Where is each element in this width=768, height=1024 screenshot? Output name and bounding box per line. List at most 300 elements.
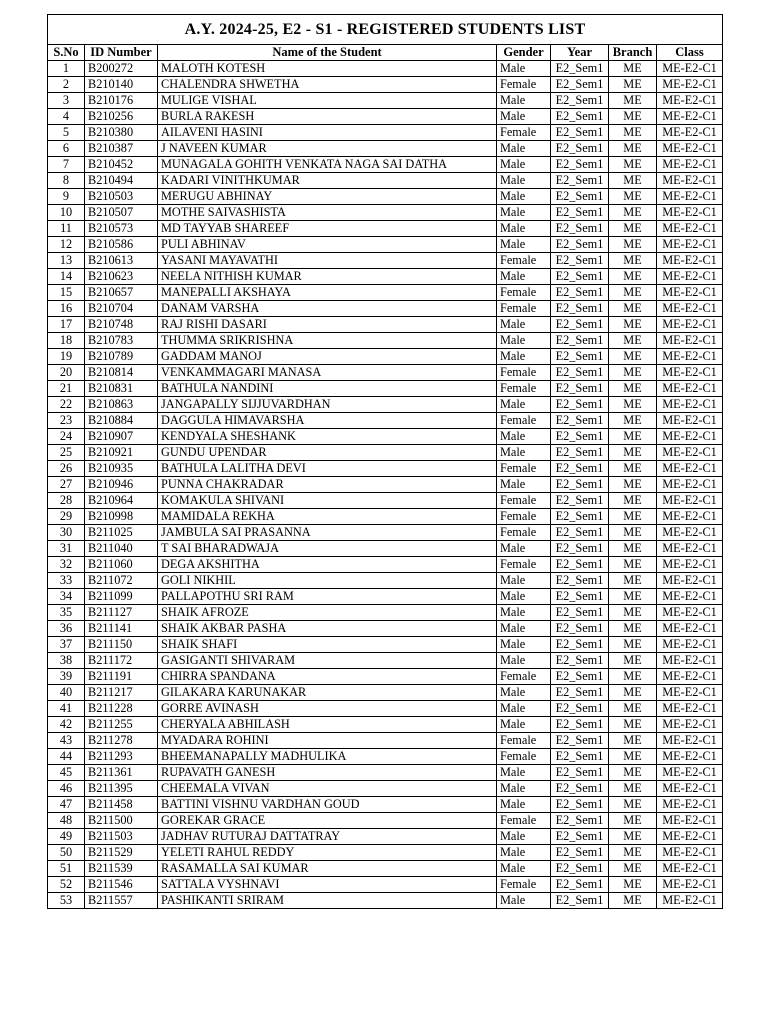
- row-year: E2_Sem1: [551, 781, 609, 797]
- row-year: E2_Sem1: [551, 77, 609, 93]
- row-branch: ME: [609, 301, 657, 317]
- row-gender: Female: [497, 493, 551, 509]
- row-branch: ME: [609, 893, 657, 909]
- table-row: [48, 781, 723, 797]
- row-sno: 44: [48, 749, 85, 765]
- row-sno: 41: [48, 701, 85, 717]
- row-student-name: BATHULA NANDINI: [158, 381, 497, 397]
- row-gender: Male: [497, 221, 551, 237]
- row-sno: 45: [48, 765, 85, 781]
- row-id-number: B211293: [85, 749, 158, 765]
- row-gender: Female: [497, 125, 551, 141]
- table-row: [48, 445, 723, 461]
- row-year: E2_Sem1: [551, 333, 609, 349]
- row-class: ME-E2-C1: [657, 77, 723, 93]
- row-year: E2_Sem1: [551, 637, 609, 653]
- row-gender: Female: [497, 525, 551, 541]
- row-year: E2_Sem1: [551, 93, 609, 109]
- row-branch: ME: [609, 509, 657, 525]
- row-gender: Male: [497, 93, 551, 109]
- row-year: E2_Sem1: [551, 397, 609, 413]
- title-row: [48, 15, 723, 45]
- row-class: ME-E2-C1: [657, 173, 723, 189]
- row-sno: 37: [48, 637, 85, 653]
- row-sno: 25: [48, 445, 85, 461]
- row-sno: 53: [48, 893, 85, 909]
- row-sno: 31: [48, 541, 85, 557]
- row-gender: Male: [497, 621, 551, 637]
- table-row: [48, 269, 723, 285]
- table-row: [48, 429, 723, 445]
- row-class: ME-E2-C1: [657, 493, 723, 509]
- table-row: [48, 701, 723, 717]
- row-id-number: B211395: [85, 781, 158, 797]
- row-year: E2_Sem1: [551, 189, 609, 205]
- table-row: [48, 125, 723, 141]
- row-id-number: B211172: [85, 653, 158, 669]
- row-id-number: B210140: [85, 77, 158, 93]
- row-year: E2_Sem1: [551, 109, 609, 125]
- table-row: [48, 845, 723, 861]
- row-year: E2_Sem1: [551, 157, 609, 173]
- row-branch: ME: [609, 445, 657, 461]
- row-branch: ME: [609, 573, 657, 589]
- column-header-class: Class: [657, 45, 723, 61]
- row-sno: 16: [48, 301, 85, 317]
- table-row: [48, 685, 723, 701]
- row-branch: ME: [609, 285, 657, 301]
- row-branch: ME: [609, 61, 657, 77]
- row-year: E2_Sem1: [551, 301, 609, 317]
- table-row: [48, 733, 723, 749]
- row-id-number: B210586: [85, 237, 158, 253]
- row-branch: ME: [609, 173, 657, 189]
- row-gender: Female: [497, 877, 551, 893]
- row-gender: Female: [497, 253, 551, 269]
- table-row: [48, 397, 723, 413]
- table-row: [48, 525, 723, 541]
- row-branch: ME: [609, 845, 657, 861]
- row-year: E2_Sem1: [551, 605, 609, 621]
- table-row: [48, 813, 723, 829]
- row-gender: Male: [497, 61, 551, 77]
- row-id-number: B210704: [85, 301, 158, 317]
- row-sno: 33: [48, 573, 85, 589]
- table-row: [48, 77, 723, 93]
- row-branch: ME: [609, 429, 657, 445]
- row-class: ME-E2-C1: [657, 269, 723, 285]
- row-class: ME-E2-C1: [657, 589, 723, 605]
- row-class: ME-E2-C1: [657, 557, 723, 573]
- row-id-number: B211228: [85, 701, 158, 717]
- row-gender: Male: [497, 333, 551, 349]
- row-id-number: B211255: [85, 717, 158, 733]
- table-row: [48, 653, 723, 669]
- row-gender: Male: [497, 637, 551, 653]
- row-sno: 49: [48, 829, 85, 845]
- row-sno: 50: [48, 845, 85, 861]
- row-id-number: B210884: [85, 413, 158, 429]
- row-class: ME-E2-C1: [657, 669, 723, 685]
- row-id-number: B211278: [85, 733, 158, 749]
- row-student-name: PALLAPOTHU SRI RAM: [158, 589, 497, 605]
- row-sno: 20: [48, 365, 85, 381]
- column-header-branch: Branch: [609, 45, 657, 61]
- row-year: E2_Sem1: [551, 669, 609, 685]
- row-sno: 11: [48, 221, 85, 237]
- row-branch: ME: [609, 701, 657, 717]
- row-branch: ME: [609, 141, 657, 157]
- row-sno: 1: [48, 61, 85, 77]
- row-id-number: B210573: [85, 221, 158, 237]
- row-class: ME-E2-C1: [657, 397, 723, 413]
- row-branch: ME: [609, 205, 657, 221]
- row-sno: 9: [48, 189, 85, 205]
- table-row: [48, 285, 723, 301]
- row-sno: 23: [48, 413, 85, 429]
- row-class: ME-E2-C1: [657, 877, 723, 893]
- row-student-name: RAJ RISHI DASARI: [158, 317, 497, 333]
- row-year: E2_Sem1: [551, 749, 609, 765]
- row-gender: Male: [497, 781, 551, 797]
- row-class: ME-E2-C1: [657, 349, 723, 365]
- row-year: E2_Sem1: [551, 413, 609, 429]
- row-branch: ME: [609, 813, 657, 829]
- row-branch: ME: [609, 877, 657, 893]
- row-year: E2_Sem1: [551, 525, 609, 541]
- header-row: [48, 45, 723, 61]
- row-class: ME-E2-C1: [657, 685, 723, 701]
- row-gender: Female: [497, 509, 551, 525]
- row-sno: 12: [48, 237, 85, 253]
- row-sno: 2: [48, 77, 85, 93]
- row-branch: ME: [609, 157, 657, 173]
- row-year: E2_Sem1: [551, 237, 609, 253]
- row-branch: ME: [609, 669, 657, 685]
- row-student-name: AILAVENI HASINI: [158, 125, 497, 141]
- row-id-number: B211503: [85, 829, 158, 845]
- column-header-id-number: ID Number: [85, 45, 158, 61]
- row-year: E2_Sem1: [551, 317, 609, 333]
- row-class: ME-E2-C1: [657, 381, 723, 397]
- row-sno: 19: [48, 349, 85, 365]
- row-class: ME-E2-C1: [657, 573, 723, 589]
- row-class: ME-E2-C1: [657, 861, 723, 877]
- row-student-name: T SAI BHARADWAJA: [158, 541, 497, 557]
- row-branch: ME: [609, 621, 657, 637]
- table-row: [48, 173, 723, 189]
- row-id-number: B210748: [85, 317, 158, 333]
- table-row: [48, 237, 723, 253]
- row-year: E2_Sem1: [551, 285, 609, 301]
- row-id-number: B200272: [85, 61, 158, 77]
- row-student-name: BATHULA LALITHA DEVI: [158, 461, 497, 477]
- row-gender: Female: [497, 749, 551, 765]
- row-gender: Male: [497, 685, 551, 701]
- row-sno: 26: [48, 461, 85, 477]
- row-student-name: THUMMA SRIKRISHNA: [158, 333, 497, 349]
- row-student-name: GASIGANTI SHIVARAM: [158, 653, 497, 669]
- row-year: E2_Sem1: [551, 685, 609, 701]
- row-id-number: B210783: [85, 333, 158, 349]
- table-row: [48, 349, 723, 365]
- row-class: ME-E2-C1: [657, 253, 723, 269]
- table-row: [48, 669, 723, 685]
- row-year: E2_Sem1: [551, 717, 609, 733]
- row-branch: ME: [609, 93, 657, 109]
- row-student-name: JADHAV RUTURAJ DATTATRAY: [158, 829, 497, 845]
- row-gender: Female: [497, 557, 551, 573]
- row-class: ME-E2-C1: [657, 317, 723, 333]
- row-id-number: B211141: [85, 621, 158, 637]
- row-student-name: DANAM VARSHA: [158, 301, 497, 317]
- row-class: ME-E2-C1: [657, 237, 723, 253]
- row-id-number: B210789: [85, 349, 158, 365]
- row-student-name: KENDYALA SHESHANK: [158, 429, 497, 445]
- row-sno: 35: [48, 605, 85, 621]
- row-student-name: GUNDU UPENDAR: [158, 445, 497, 461]
- row-sno: 52: [48, 877, 85, 893]
- table-row: [48, 557, 723, 573]
- row-student-name: GORRE AVINASH: [158, 701, 497, 717]
- row-class: ME-E2-C1: [657, 541, 723, 557]
- row-class: ME-E2-C1: [657, 717, 723, 733]
- row-gender: Female: [497, 413, 551, 429]
- row-student-name: NEELA NITHISH KUMAR: [158, 269, 497, 285]
- row-branch: ME: [609, 749, 657, 765]
- row-student-name: BHEEMANAPALLY MADHULIKA: [158, 749, 497, 765]
- table-row: [48, 461, 723, 477]
- row-branch: ME: [609, 349, 657, 365]
- row-class: ME-E2-C1: [657, 637, 723, 653]
- table-row: [48, 61, 723, 77]
- table-row: [48, 141, 723, 157]
- row-student-name: KADARI VINITHKUMAR: [158, 173, 497, 189]
- row-class: ME-E2-C1: [657, 509, 723, 525]
- table-row: [48, 301, 723, 317]
- row-sno: 30: [48, 525, 85, 541]
- row-student-name: SHAIK AFROZE: [158, 605, 497, 621]
- row-gender: Male: [497, 477, 551, 493]
- row-id-number: B210176: [85, 93, 158, 109]
- row-branch: ME: [609, 829, 657, 845]
- table-row: [48, 605, 723, 621]
- row-sno: 18: [48, 333, 85, 349]
- row-sno: 34: [48, 589, 85, 605]
- row-sno: 22: [48, 397, 85, 413]
- row-gender: Male: [497, 701, 551, 717]
- row-gender: Male: [497, 429, 551, 445]
- row-year: E2_Sem1: [551, 861, 609, 877]
- row-branch: ME: [609, 525, 657, 541]
- row-id-number: B210814: [85, 365, 158, 381]
- row-student-name: RASAMALLA SAI KUMAR: [158, 861, 497, 877]
- table-row: [48, 829, 723, 845]
- row-year: E2_Sem1: [551, 509, 609, 525]
- row-year: E2_Sem1: [551, 845, 609, 861]
- row-class: ME-E2-C1: [657, 765, 723, 781]
- row-year: E2_Sem1: [551, 621, 609, 637]
- row-class: ME-E2-C1: [657, 461, 723, 477]
- table-row: [48, 509, 723, 525]
- row-branch: ME: [609, 589, 657, 605]
- row-sno: 17: [48, 317, 85, 333]
- row-year: E2_Sem1: [551, 493, 609, 509]
- row-year: E2_Sem1: [551, 445, 609, 461]
- row-branch: ME: [609, 765, 657, 781]
- row-id-number: B210494: [85, 173, 158, 189]
- row-year: E2_Sem1: [551, 701, 609, 717]
- row-class: ME-E2-C1: [657, 781, 723, 797]
- row-year: E2_Sem1: [551, 813, 609, 829]
- table-row: [48, 317, 723, 333]
- row-sno: 13: [48, 253, 85, 269]
- row-student-name: SATTALA VYSHNAVI: [158, 877, 497, 893]
- row-student-name: KOMAKULA SHIVANI: [158, 493, 497, 509]
- row-id-number: B210623: [85, 269, 158, 285]
- row-student-name: PUNNA CHAKRADAR: [158, 477, 497, 493]
- row-branch: ME: [609, 381, 657, 397]
- row-branch: ME: [609, 269, 657, 285]
- row-id-number: B211458: [85, 797, 158, 813]
- table-row: [48, 621, 723, 637]
- row-student-name: GOREKAR GRACE: [158, 813, 497, 829]
- row-sno: 47: [48, 797, 85, 813]
- row-student-name: MALOTH KOTESH: [158, 61, 497, 77]
- row-year: E2_Sem1: [551, 221, 609, 237]
- document-title: A.Y. 2024-25, E2 - S1 - REGISTERED STUDENTS LIST: [48, 15, 723, 45]
- row-id-number: B210452: [85, 157, 158, 173]
- row-gender: Male: [497, 893, 551, 909]
- row-student-name: JAMBULA SAI PRASANNA: [158, 525, 497, 541]
- table-row: [48, 797, 723, 813]
- row-branch: ME: [609, 189, 657, 205]
- table-row: [48, 637, 723, 653]
- table-row: [48, 765, 723, 781]
- row-sno: 28: [48, 493, 85, 509]
- row-student-name: MOTHE SAIVASHISTA: [158, 205, 497, 221]
- row-gender: Male: [497, 109, 551, 125]
- row-gender: Female: [497, 381, 551, 397]
- row-class: ME-E2-C1: [657, 653, 723, 669]
- row-id-number: B210921: [85, 445, 158, 461]
- row-class: ME-E2-C1: [657, 141, 723, 157]
- row-id-number: B210935: [85, 461, 158, 477]
- row-student-name: PULI ABHINAV: [158, 237, 497, 253]
- table-row: [48, 877, 723, 893]
- column-header-gender: Gender: [497, 45, 551, 61]
- row-year: E2_Sem1: [551, 205, 609, 221]
- row-id-number: B210657: [85, 285, 158, 301]
- row-sno: 8: [48, 173, 85, 189]
- table-row: [48, 365, 723, 381]
- row-class: ME-E2-C1: [657, 365, 723, 381]
- table-body: [48, 61, 723, 909]
- row-year: E2_Sem1: [551, 541, 609, 557]
- row-class: ME-E2-C1: [657, 125, 723, 141]
- row-branch: ME: [609, 397, 657, 413]
- row-gender: Male: [497, 717, 551, 733]
- row-sno: 5: [48, 125, 85, 141]
- row-year: E2_Sem1: [551, 797, 609, 813]
- row-gender: Male: [497, 445, 551, 461]
- row-class: ME-E2-C1: [657, 605, 723, 621]
- row-student-name: CHIRRA SPANDANA: [158, 669, 497, 685]
- row-gender: Male: [497, 829, 551, 845]
- table-row: [48, 333, 723, 349]
- row-gender: Male: [497, 653, 551, 669]
- table-row: [48, 573, 723, 589]
- row-student-name: MYADARA ROHINI: [158, 733, 497, 749]
- row-year: E2_Sem1: [551, 653, 609, 669]
- row-year: E2_Sem1: [551, 765, 609, 781]
- row-class: ME-E2-C1: [657, 205, 723, 221]
- row-year: E2_Sem1: [551, 381, 609, 397]
- row-id-number: B210380: [85, 125, 158, 141]
- row-branch: ME: [609, 605, 657, 621]
- row-student-name: BATTINI VISHNU VARDHAN GOUD: [158, 797, 497, 813]
- row-year: E2_Sem1: [551, 125, 609, 141]
- row-class: ME-E2-C1: [657, 525, 723, 541]
- table-row: [48, 477, 723, 493]
- row-gender: Male: [497, 861, 551, 877]
- row-branch: ME: [609, 493, 657, 509]
- row-class: ME-E2-C1: [657, 93, 723, 109]
- table-row: [48, 541, 723, 557]
- row-student-name: DAGGULA HIMAVARSHA: [158, 413, 497, 429]
- row-id-number: B211127: [85, 605, 158, 621]
- row-gender: Female: [497, 285, 551, 301]
- row-class: ME-E2-C1: [657, 189, 723, 205]
- table-row: [48, 157, 723, 173]
- row-gender: Female: [497, 813, 551, 829]
- row-sno: 40: [48, 685, 85, 701]
- row-branch: ME: [609, 557, 657, 573]
- row-year: E2_Sem1: [551, 365, 609, 381]
- row-id-number: B210831: [85, 381, 158, 397]
- row-gender: Male: [497, 237, 551, 253]
- row-class: ME-E2-C1: [657, 157, 723, 173]
- row-branch: ME: [609, 253, 657, 269]
- row-class: ME-E2-C1: [657, 749, 723, 765]
- row-id-number: B211500: [85, 813, 158, 829]
- row-year: E2_Sem1: [551, 173, 609, 189]
- row-student-name: CHERYALA ABHILASH: [158, 717, 497, 733]
- row-sno: 3: [48, 93, 85, 109]
- table-row: [48, 253, 723, 269]
- row-id-number: B210863: [85, 397, 158, 413]
- table-row: [48, 221, 723, 237]
- row-student-name: GADDAM MANOJ: [158, 349, 497, 365]
- row-class: ME-E2-C1: [657, 813, 723, 829]
- row-gender: Male: [497, 397, 551, 413]
- row-id-number: B211557: [85, 893, 158, 909]
- row-branch: ME: [609, 717, 657, 733]
- row-id-number: B211529: [85, 845, 158, 861]
- student-list-sheet: [47, 14, 722, 909]
- row-sno: 32: [48, 557, 85, 573]
- table-row: [48, 109, 723, 125]
- row-gender: Male: [497, 765, 551, 781]
- row-year: E2_Sem1: [551, 253, 609, 269]
- table-row: [48, 205, 723, 221]
- row-id-number: B211072: [85, 573, 158, 589]
- row-class: ME-E2-C1: [657, 413, 723, 429]
- row-sno: 48: [48, 813, 85, 829]
- row-class: ME-E2-C1: [657, 893, 723, 909]
- row-id-number: B211539: [85, 861, 158, 877]
- row-class: ME-E2-C1: [657, 61, 723, 77]
